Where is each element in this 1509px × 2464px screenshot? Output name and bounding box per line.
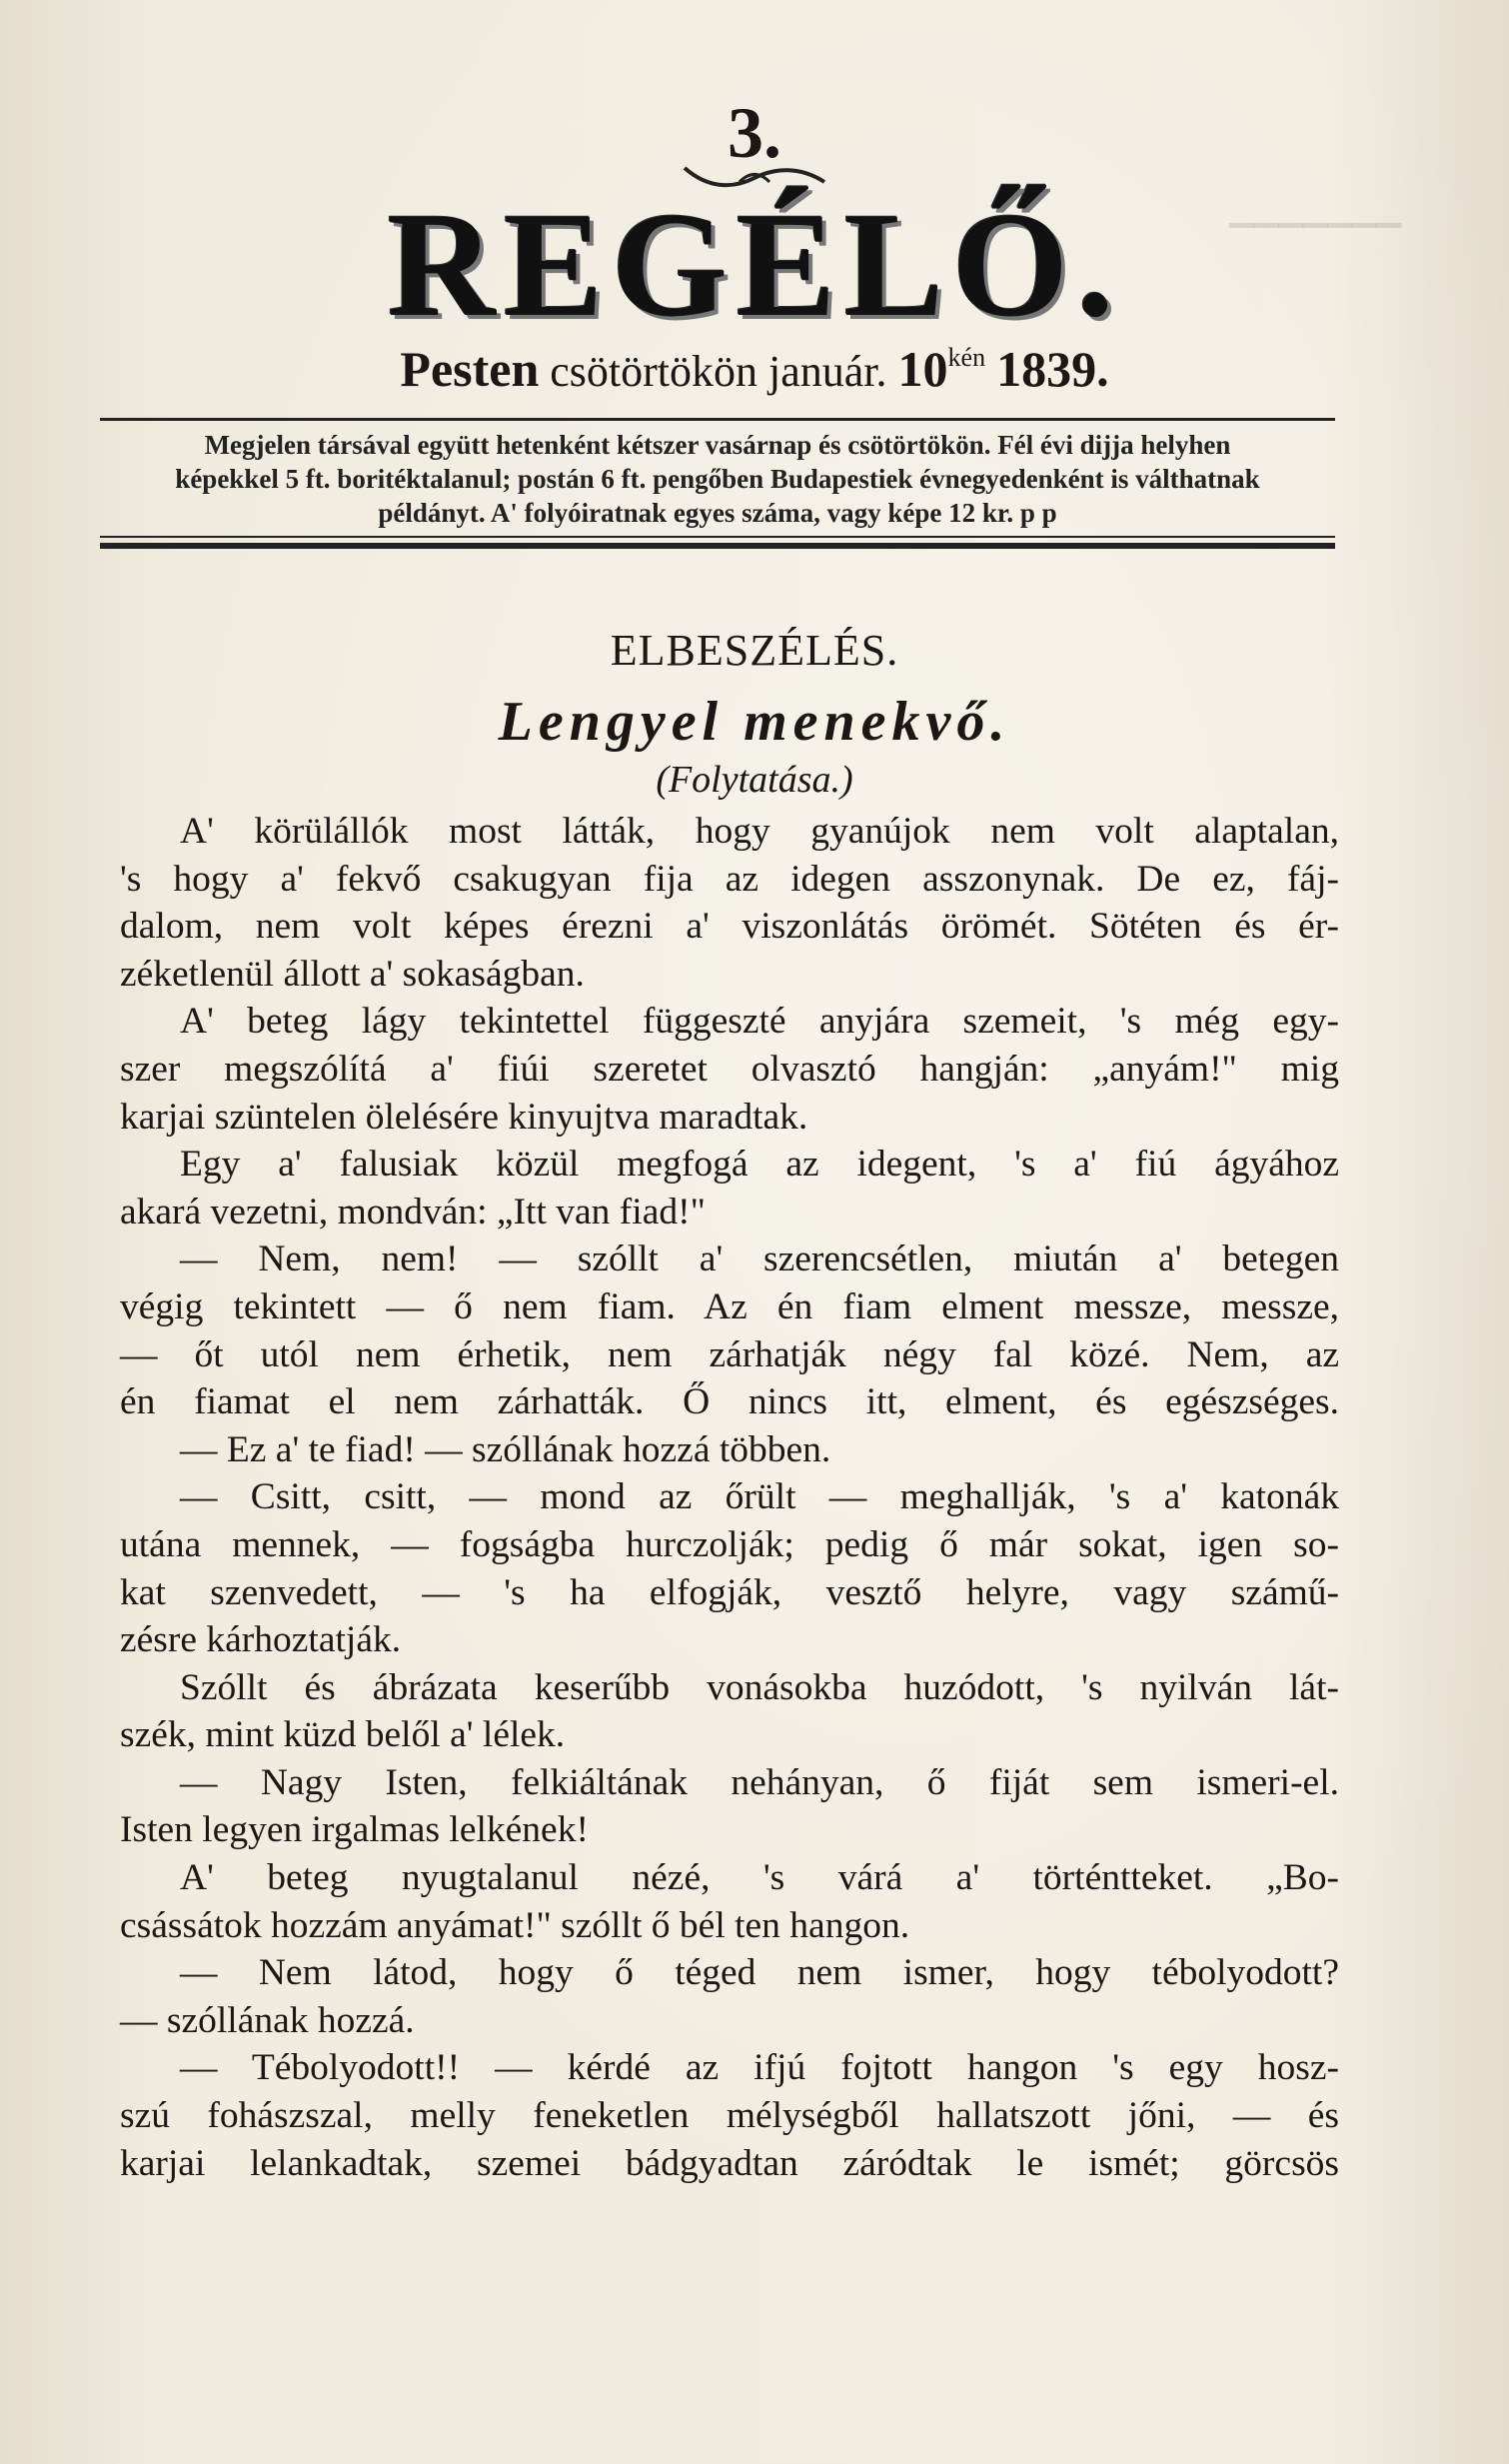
top-rule [100, 418, 1335, 421]
body-line: kat szenvedett, — 's ha elfogják, vesztő helyre, vagy számű- [120, 1571, 1339, 1613]
body-line: dalom, nem volt képes érezni a' viszonlátás örömét. Sötéten és ér- [120, 906, 1339, 948]
body-line: akará vezetni, mondván: „Itt van fiad!" [120, 1191, 706, 1232]
body-line: Isten legyen irgalmas lelkének! [120, 1809, 589, 1851]
double-rule-thin [100, 536, 1335, 538]
body-line: — szóllának hozzá. [120, 1999, 415, 2041]
body-line: csássátok hozzám anyámat!" szóllt ő bél ten hangon. [120, 1904, 910, 1946]
body-line: karjai szüntelen ölelésére kinyujtva maradtak. [120, 1096, 808, 1138]
body-line: utána mennek, — fogságba hurczolják; pedig ő már sokat, igen so- [120, 1523, 1339, 1565]
body-line: — Nem, nem! — szóllt a' szerencsétlen, miután a' betegen [180, 1238, 1339, 1280]
body-line: — Csitt, csitt, — mond az őrült — meghallják, 's a' katonák [180, 1476, 1339, 1518]
body-line: végig tekintett — ő nem fiam. Az én fiam elment messze, messze, [120, 1285, 1339, 1327]
body-line: szék, mint küzd belől a' lélek. [120, 1714, 566, 1756]
continued-note: (Folytatása.) [656, 759, 853, 801]
dateline-weekday-month: csötörtökön január. [550, 347, 887, 396]
body-line: — Nagy Isten, felkiáltának nehányan, ő fiját sem ismeri-el. [180, 1761, 1339, 1803]
article-body [120, 808, 1339, 2187]
subscription-line: Megjelen társával együtt hetenként kétszer vasárnap és csötörtökön. Fél évi dijja helyhen [204, 430, 1231, 460]
dateline-day-suffix: kén [947, 343, 986, 372]
story-title: Lengyel menekvő. [498, 691, 1011, 753]
body-line: A' beteg nyugtalanul nézé, 's várá a' történtteket. „Bo- [180, 1857, 1339, 1899]
dateline [0, 340, 1509, 398]
body-line: szú fohászszal, melly feneketlen mélységből hallatszott jőni, — és [120, 2095, 1339, 2137]
body-line: A' beteg lágy tekintettel függeszté anyjára szemeit, 's még egy- [180, 1001, 1339, 1043]
body-line: 's hogy a' fekvő csakugyan fija az idegen asszonynak. De ez, fáj- [120, 858, 1339, 900]
body-line: én fiamat el nem zárhatták. Ő nincs itt, elment, és egészséges. [120, 1381, 1339, 1423]
body-line: A' körülállók most látták, hogy gyanújok nem volt alaptalan, [180, 811, 1339, 852]
dateline-city: Pesten [400, 341, 540, 397]
body-line: Egy a' falusiak közül megfogá az idegent, 's a' fiú ágyához [180, 1144, 1339, 1186]
bleed-through-texture: ▁▁▁▁▁▁▁ [1229, 191, 1402, 227]
body-line: — Tébolyodott!! — kérdé az ifjú fojtott hangon 's egy hosz- [180, 2047, 1339, 2089]
body-line: — őt utól nem érhetik, nem zárhatják négy fal közé. Nem, az [120, 1333, 1339, 1375]
body-line: — Ez a' te fiad! — szóllának hozzá többen. [180, 1428, 831, 1470]
body-line: Szóllt és ábrázata keserűbb vonásokba huzódott, 's nyilván lát- [180, 1666, 1339, 1708]
subscription-line: példányt. A' folyóiratnak egyes száma, vagy képe 12 kr. p p [378, 498, 1057, 528]
page-number: 3. [728, 93, 781, 173]
subscription-notice [100, 428, 1335, 530]
dateline-year: 1839. [996, 341, 1109, 397]
section-heading: ELBESZÉLÉS. [610, 626, 899, 675]
masthead-title: REGÉLŐ. [387, 182, 1122, 348]
dateline-day: 10 [897, 341, 948, 397]
body-line: zéketlenül állott a' sokaságban. [120, 953, 585, 995]
subscription-line: képekkel 5 ft. boritéktalanul; postán 6 ft. pengőben Budapestiek évnegyedenként is válthatnak [175, 464, 1260, 494]
body-line: zésre kárhoztatják. [120, 1619, 402, 1661]
body-line: — Nem látod, hogy ő téged nem ismer, hogy tébolyodott? [180, 1952, 1339, 1994]
body-line: karjai lelankadtak, szemei bádgyadtan záródtak le ismét; görcsös [120, 2142, 1339, 2184]
body-line: szer megszólítá a' fiúi szeretet olvasztó hangján: „anyám!" mig [120, 1048, 1339, 1090]
double-rule-thick [100, 543, 1335, 549]
